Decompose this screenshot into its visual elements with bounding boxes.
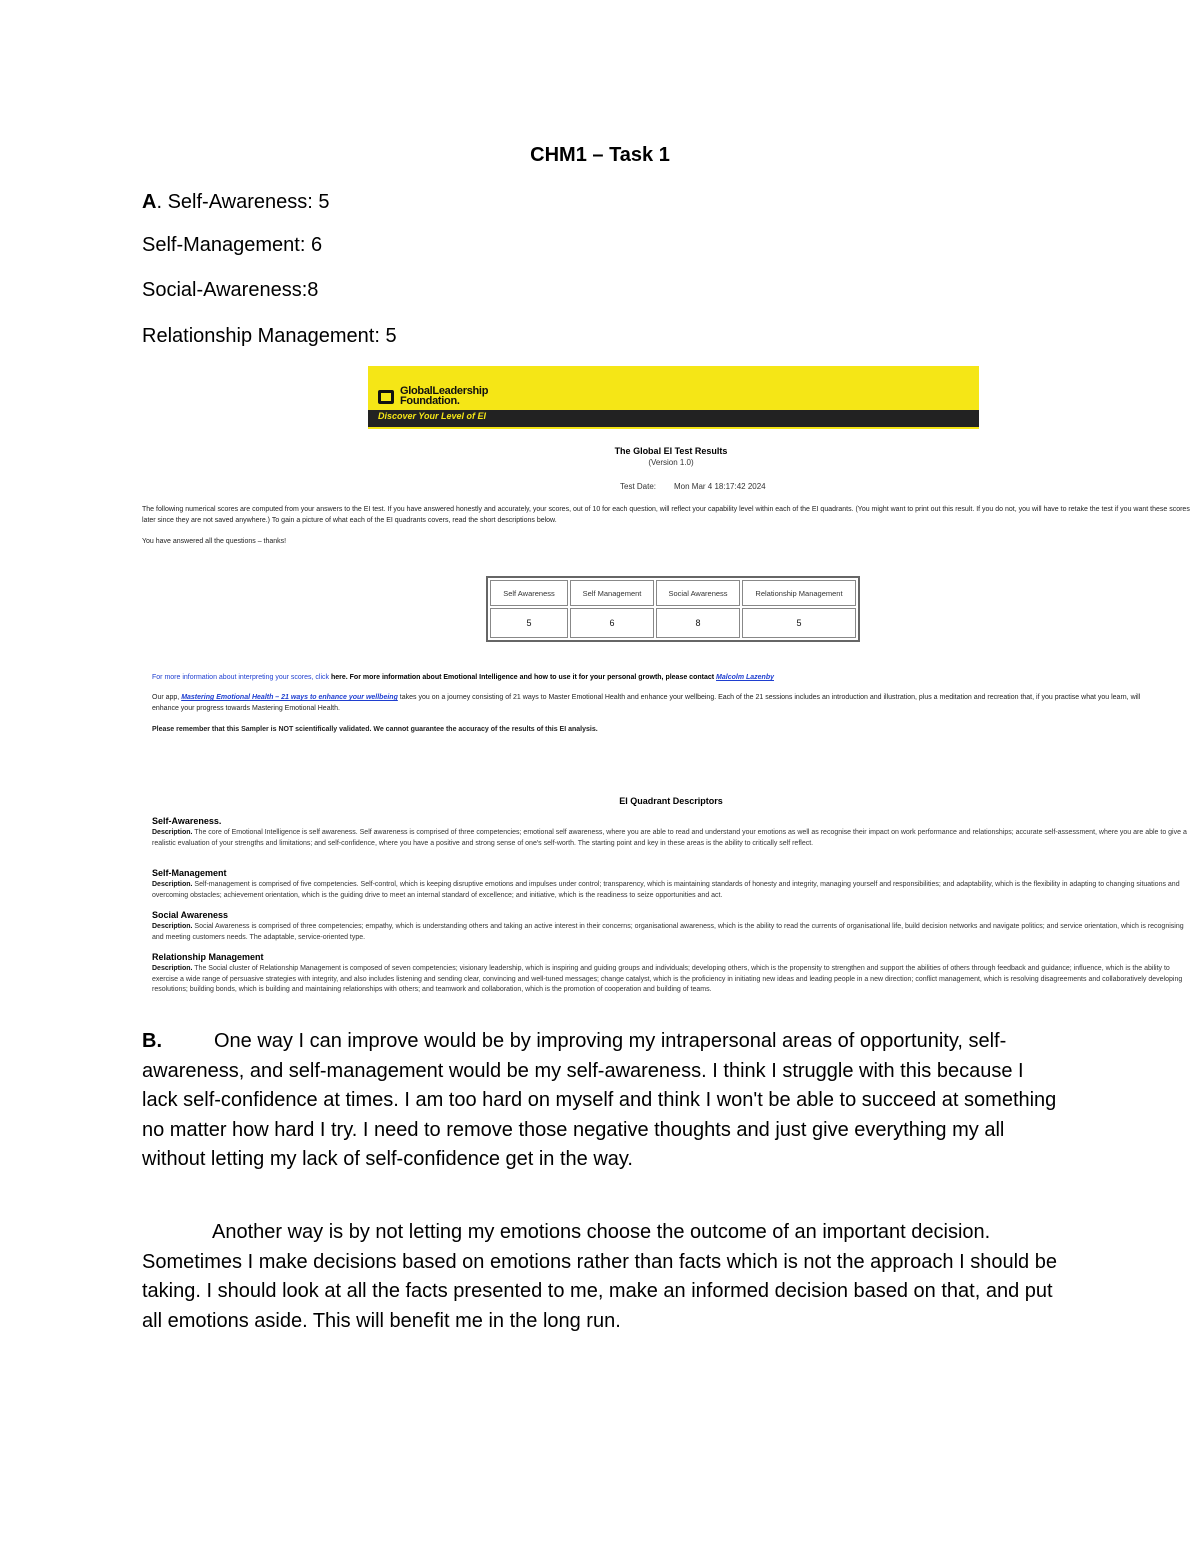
table-cell: 5 [490,608,568,638]
quadrant-description [152,880,1192,901]
section-b-text-1: One way I can improve would be by improving my intrapersonal areas of opportunity, self-awareness, and self-management would be my self-awareness. I think I struggle with this because I lack self-confidence at times. I am too hard on myself and think I won't be able to succeed at something no matter how hard I try. I need to remove those negative thoughts and just give everything my all without letting my lack of self-confidence get in the way. [142,1030,1057,1170]
quadrant-description [152,964,1192,996]
test-date-value: Mon Mar 4 18:17:42 2024 [674,482,766,491]
more-info-link[interactable]: here [330,674,346,681]
table-cell: 8 [656,608,740,638]
more-info-text [152,672,1200,683]
self-awareness-score: Self-Awareness: 5 [167,191,330,213]
ei-results-screenshot [142,364,1200,1012]
quadrant-heading: Self-Management [152,868,227,878]
section-b-paragraph-1 [142,1027,1062,1175]
test-date-label: Test Date: [620,482,657,491]
logo-icon [378,390,394,404]
page-title: CHM1 – Task 1 [530,144,670,166]
table-header: Self Awareness [490,580,568,606]
description-label: Description. [152,881,193,888]
logo-text: GlobalLeadership Foundation. [400,385,489,407]
section-b-paragraph-2: Another way is by not letting my emotions choose the outcome of an important decision. Sometimes I make decisions based on emotions rather than facts which is not the approach I should be taking. I should look at all the facts presented to me, make an informed decision based on that, and put all emotions aside. This will benefit me in the long run. [142,1221,1057,1332]
description-text: The core of Emotional Intelligence is self awareness. Self awareness is comprised of three competencies; emotional self awareness, where you are able to read and understand your emotions as well as recognise their impact on work performance and relationships; accurate self-assessment, where you are able to give a realistic evaluation of your strengths and limitations; and self-confidence, where you have a positive and strong sense of one's self-worth. The starting point and key in these areas is the ability to critically self reflect. [152,829,1187,847]
banner-strip [368,410,979,427]
more-info-middle: . For more information about Emotional Intelligence and how to use it for your personal growth, please contact [345,674,717,681]
banner-tagline: Discover Your Level of EI [378,411,487,421]
table-cell: 5 [742,608,856,638]
self-management-score: Self-Management: 6 [142,234,323,256]
table-header: Self Management [570,580,654,606]
app-prefix: Our app, [152,694,182,701]
table-header: Relationship Management [742,580,856,606]
social-awareness-score: Social-Awareness:8 [142,279,319,301]
more-info-prefix: For more information about interpreting your scores, click [152,674,331,681]
quadrant-description [152,828,1192,849]
description-text: Self-management is comprised of five competencies. Self-control, which is keeping disruptive emotions and impulses under control; transparency, which is maintaining standards of honesty and integrity, managing yourself and responsibilities; and adaptability, which is the flexibility in adapting to changing situations and overcoming obstacles; achievement orientation, which is the guiding drive to meet an internal standard of excellence; and initiative, which is the readiness to seize opportunities and act. [152,881,1180,899]
app-text [152,692,1162,714]
intro-text: The following numerical scores are computed from your answers to the EI test. If you have answered honestly and accurately, your scores, out of 10 for each question, will reflect your capability level within each of the EI quadrants. (You might want to print out this result. If you do not, you will have to retake the test if you want these scores later since they are not saved anywhere.) To gain a picture of what each of the EI quadrants covers, read the short descriptions below. [142,506,1190,524]
table-cell: 6 [570,608,654,638]
test-date [620,482,784,491]
app-link[interactable]: Mastering Emotional Health – 21 ways to enhance your wellbeing [181,694,398,701]
section-b-marker: B. [142,1030,162,1052]
description-label: Description. [152,965,193,972]
quadrant-heading: Social Awareness [152,910,229,920]
quadrant-heading: Relationship Management [152,952,264,962]
results-title: The Global EI Test Results [614,446,728,456]
description-text: The Social cluster of Relationship Management is composed of seven competencies; visionary leadership, which is inspiring and guiding groups and individuals; developing others, which is the propensity to strengthen and support the abilities of others through feedback and guidance; influence, which is the ability to exercise a wide range of persuasive strategies with integrity, and also includes listening and sending clear, convincing and well-tuned messages; change catalyst, which is the proficiency in initiating new ideas and leading people in a new direction; conflict management, which is resolving disagreements and collaboratively developing resolutions; building bonds, which is building and maintaining relationships with others; and teamwork and collaboration, which is the promotion of cooperation and building of teams. [152,965,1183,993]
description-text: Social Awareness is comprised of three competencies; empathy, which is understanding others and taking an active interest in their concerns; organisational awareness, which is the ability to read the currents of organisational life, build decision networks and navigate politics; and service orientation, which is recognising and meeting customers needs. The adaptable, service-oriented type. [152,923,1184,941]
description-label: Description. [152,923,193,930]
description-label: Description. [152,829,193,836]
scores-table [486,576,860,642]
relationship-management-score: Relationship Management: 5 [142,325,397,347]
disclaimer: Please remember that this Sampler is NOT scientifically validated. We cannot guarantee the accuracy of the results of this EI analysis. [152,726,598,733]
answered-text: You have answered all the questions – thanks! [142,538,287,545]
section-a-marker: A [142,191,157,213]
results-version: (Version 1.0) [648,458,694,467]
quadrant-title: EI Quadrant Descriptors [619,796,723,806]
quadrant-heading: Self-Awareness. [152,816,222,826]
table-header: Social Awareness [656,580,740,606]
app-description: takes you on a journey consisting of 21 ways to Master Emotional Health and enhance your wellbeing. Each of the 21 sessions includes an introduction and illustration, plus a meditation and recreation that, if you practise what you learn, will enhance your progress towards Mastering Emotional Health. [152,694,1141,712]
quadrant-description [152,922,1192,943]
contact-link[interactable]: Malcolm Lazenby [716,674,774,681]
section-a-line-1: A. Self-Awareness: 5 [142,191,330,213]
